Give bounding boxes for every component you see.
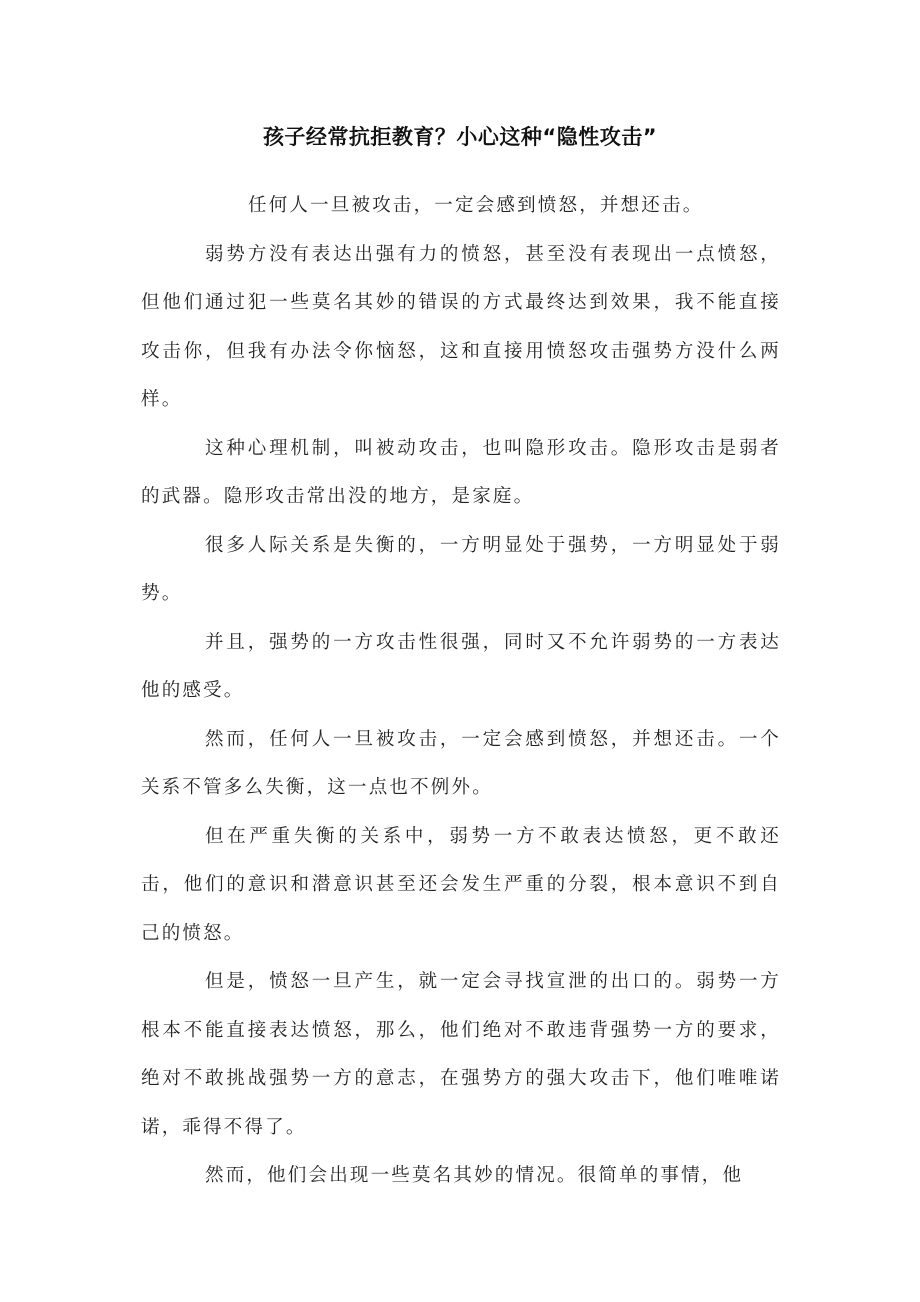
- paragraph-3: 这种心理机制，叫被动攻击，也叫隐形攻击。隐形攻击是弱者的武器。隐形攻击常出没的地方，是家庭。: [141, 437, 781, 507]
- paragraph-1: 任何人一旦被攻击，一定会感到愤怒，并想还击。: [248, 195, 704, 216]
- paragraph-2: 弱势方没有表达出强有力的愤怒，甚至没有表现出一点愤怒，但他们通过犯一些莫名其妙的错误的方式最终达到效果，我不能直接攻击你，但我有办法令你恼怒，这和直接用愤怒攻击强势方没什么两样。: [141, 243, 781, 410]
- document-body: [141, 182, 781, 1201]
- paragraph-6: 然而，任何人一旦被攻击，一定会感到愤怒，并想还击。一个关系不管多么失衡，这一点也不例外。: [141, 728, 781, 798]
- document-title: 孩子经常抗拒教育？小心这种“隐性攻击”: [262, 125, 658, 149]
- paragraph-8: 但是，愤怒一旦产生，就一定会寻找宣泄的出口的。弱势一方根本不能直接表达愤怒，那么，他们绝对不敢违背强势一方的要求，绝对不敢挑战强势一方的意志，在强势方的强大攻击下，他们唯唯诺诺，乖得不得了。: [141, 971, 781, 1138]
- paragraph-7: 但在严重失衡的关系中，弱势一方不敢表达愤怒，更不敢还击，他们的意识和潜意识甚至还会发生严重的分裂，根本意识不到自己的愤怒。: [141, 825, 781, 944]
- paragraph-4: 很多人际关系是失衡的，一方明显处于强势，一方明显处于弱势。: [141, 534, 781, 604]
- paragraph-9: 然而，他们会出现一些莫名其妙的情况。很简单的事情，他: [205, 1165, 744, 1186]
- paragraph-5: 并且，强势的一方攻击性很强，同时又不允许弱势的一方表达他的感受。: [141, 631, 781, 701]
